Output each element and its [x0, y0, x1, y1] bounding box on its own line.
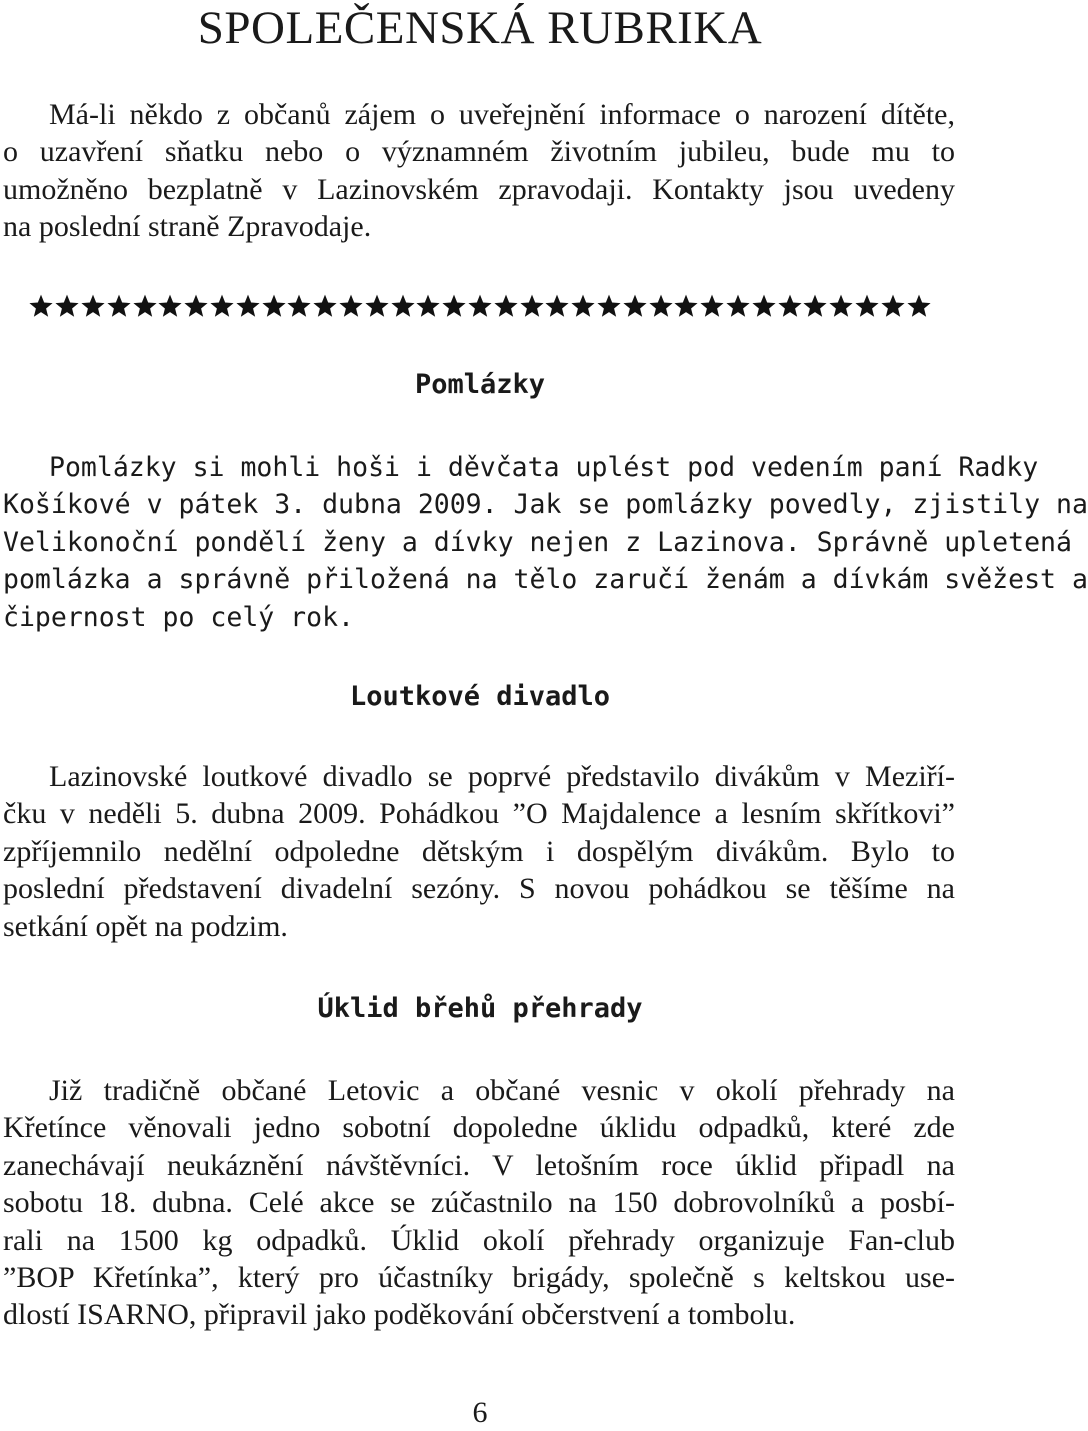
- paragraph-line: o uzavření sňatku nebo o významném životním jubileu, bude mu to: [3, 135, 955, 169]
- star-icon: [209, 286, 235, 326]
- paragraph-line: Má-li někdo z občanů zájem o uveřejnění informace o narození dítěte,: [49, 98, 955, 131]
- star-icon: [519, 286, 545, 326]
- star-icon: [235, 286, 261, 326]
- page-title: SPOLEČENSKÁ RUBRIKA: [197, 2, 763, 54]
- paragraph-line: poslední představení divadelní sezóny. S novou pohádkou se těšíme na: [3, 872, 955, 906]
- intro-paragraph: [3, 96, 955, 246]
- star-icon: [132, 286, 158, 326]
- star-icon: [802, 286, 828, 326]
- paragraph-line: zpříjemnilo nedělní odpoledne dětským i dospělým divákům. Bylo to: [3, 834, 955, 868]
- star-icon: [751, 286, 777, 326]
- star-icon: [441, 286, 467, 326]
- paragraph-line: čku v neděli 5. dubna 2009. Pohádkou ”O Majdalence a lesním skřítkovi”: [3, 797, 955, 831]
- section-heading-pomlazky: Pomlázky: [414, 369, 546, 400]
- star-icon: [261, 286, 287, 326]
- paragraph-line: Lazinovské loutkové divadlo se poprvé představilo divákům v Meziří-: [49, 760, 955, 793]
- paragraph-line: umožněno bezplatně v Lazinovském zpravodaji. Kontakty jsou uvedeny: [3, 172, 955, 206]
- paragraph-line: setkání opět na podzim.: [3, 909, 288, 943]
- star-icon: [596, 286, 622, 326]
- star-icon: [673, 286, 699, 326]
- paragraph-line: Pomlázky si mohli hoši i děvčata uplést pod vedením paní Radky: [49, 452, 1039, 483]
- star-divider: [0, 286, 960, 326]
- paragraph-line: Křetínce věnovali jedno sobotní dopoledne úklidu odpadků, které zde: [3, 1111, 955, 1145]
- star-icon: [544, 286, 570, 326]
- paragraph-line: čipernost po celý rok.: [3, 601, 354, 633]
- star-icon: [828, 286, 854, 326]
- paragraph-line: sobotu 18. dubna. Celé akce se zúčastnilo na 150 dobrovolníků a posbí-: [3, 1186, 955, 1220]
- section-paragraph-uklid-brehu: [3, 1072, 955, 1334]
- paragraph-line: rali na 1500 kg odpadků. Úklid okolí přehrady organizuje Fan-club: [3, 1223, 955, 1257]
- star-icon: [648, 286, 674, 326]
- star-icon: [54, 286, 80, 326]
- star-icon: [622, 286, 648, 326]
- star-icon: [493, 286, 519, 326]
- star-icon: [80, 286, 106, 326]
- star-icon: [880, 286, 906, 326]
- star-icon: [287, 286, 313, 326]
- star-icon: [906, 286, 932, 326]
- paragraph-line: pomlázka a správně přiložená na tělo zaručí ženám a dívkám svěžest a: [3, 564, 1088, 596]
- star-icon: [338, 286, 364, 326]
- star-icon: [312, 286, 338, 326]
- paragraph-line: na poslední straně Zpravodaje.: [3, 210, 372, 244]
- star-icon: [854, 286, 880, 326]
- section-heading-uklid-brehu: Úklid břehů přehrady: [317, 993, 643, 1024]
- section-heading-loutkove-divadlo: Loutkové divadlo: [349, 681, 611, 712]
- star-icon: [570, 286, 596, 326]
- paragraph-line: Již tradičně občané Letovic a občané vesnic v okolí přehrady na: [49, 1074, 955, 1107]
- paragraph-line: dlostí ISARNO, připravil jako poděkování občerstvení a tombolu.: [3, 1298, 796, 1332]
- star-icon: [29, 286, 55, 326]
- star-icon: [158, 286, 184, 326]
- star-icon: [467, 286, 493, 326]
- paragraph-line: Velikonoční pondělí ženy a dívky nejen z Lazinova. Správně upletená: [3, 526, 1072, 558]
- star-icon: [699, 286, 725, 326]
- section-paragraph-pomlazky: [3, 449, 1088, 636]
- paragraph-line: ”BOP Křetínka”, který pro účastníky brigády, společně s keltskou use-: [3, 1261, 955, 1295]
- page-number: 6: [472, 1396, 488, 1429]
- star-icon: [106, 286, 132, 326]
- section-paragraph-loutkove-divadlo: [3, 758, 955, 945]
- star-icon: [416, 286, 442, 326]
- star-icon: [777, 286, 803, 326]
- star-icon: [183, 286, 209, 326]
- paragraph-line: Košíkové v pátek 3. dubna 2009. Jak se pomlázky povedly, zjistily na: [3, 489, 1088, 521]
- star-icon: [364, 286, 390, 326]
- star-icon: [390, 286, 416, 326]
- paragraph-line: zanechávají neukáznění návštěvníci. V letošním roce úklid připadl na: [3, 1148, 955, 1182]
- star-icon: [725, 286, 751, 326]
